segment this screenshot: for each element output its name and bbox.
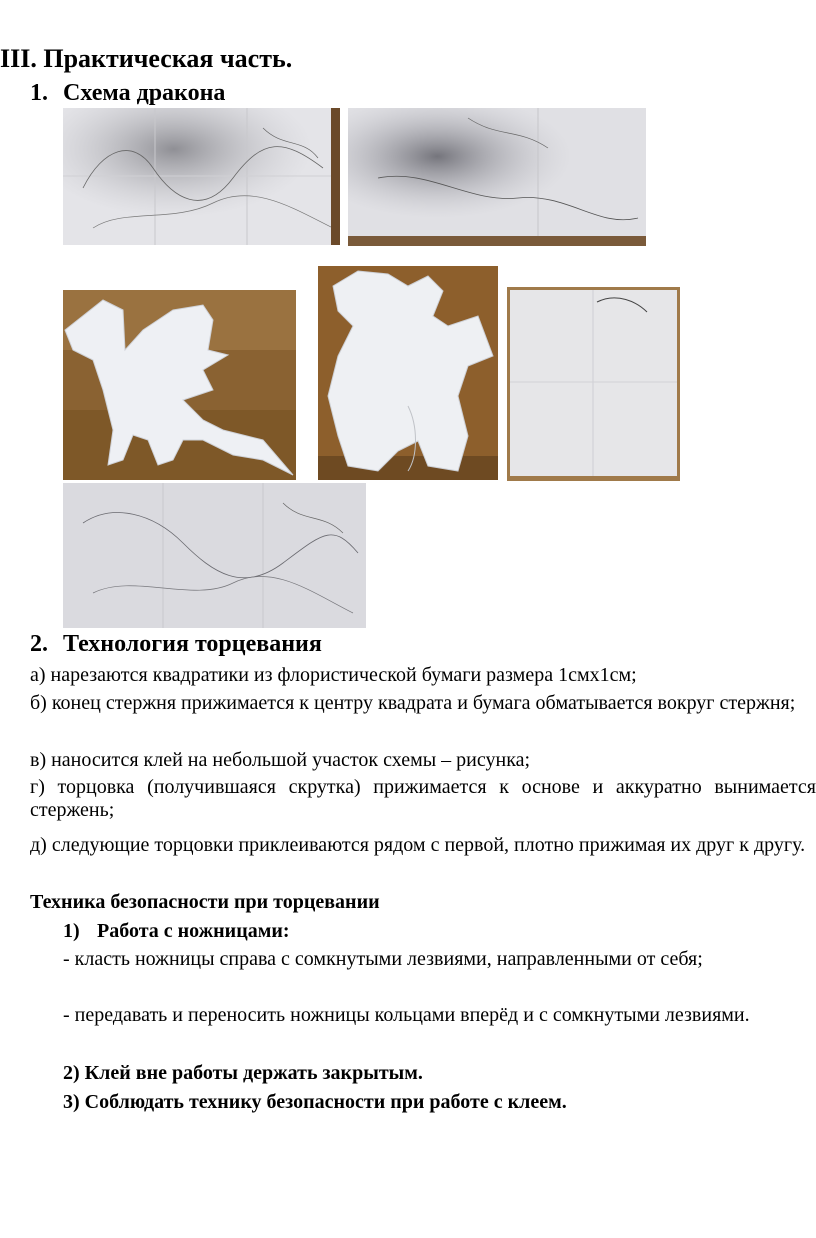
safety-rule-glue-closed: 2) Клей вне работы держать закрытым.: [63, 1062, 423, 1084]
step-v: в) наносится клей на небольшой участок схемы – рисунка;: [30, 749, 531, 771]
step-b: б) конец стержня прижимается к центру квадрата и бумага обматывается вокруг стержня;: [30, 692, 796, 714]
safety-title: Техника безопасности при торцевании: [30, 891, 380, 913]
step-a: а) нарезаются квадратики из флористической бумаги размера 1смх1см;: [30, 664, 637, 686]
scheme-photo-3: [63, 483, 366, 628]
item1-number: 1.: [30, 80, 48, 106]
step-d: д) следующие торцовки приклеиваются рядом с первой, плотно прижимая их друг к другу.: [30, 834, 806, 856]
folded-sheet-photo: [507, 287, 680, 481]
item2-number: 2.: [30, 631, 48, 657]
scheme-photo-1: [63, 108, 340, 245]
safety-sub1-title: Работа с ножницами:: [97, 920, 290, 942]
dragon-cutout-photo-2: [318, 266, 498, 480]
scheme-photo-2: [348, 108, 646, 246]
dragon-cutout-photo-1: [63, 290, 296, 480]
section-title: III. Практическая часть.: [0, 44, 293, 73]
safety-rule-glue-safety: 3) Соблюдать технику безопасности при работе с клеем.: [63, 1091, 567, 1113]
safety-sub1-number: 1): [63, 920, 80, 942]
safety-rule-scissors-2: - передавать и переносить ножницы кольцами вперёд и с сомкнутыми лезвиями.: [63, 1004, 750, 1026]
safety-rule-scissors-1: - класть ножницы справа с сомкнутыми лезвиями, направленными от себя;: [63, 948, 703, 970]
step-g: г) торцовка (получившаяся скрутка) прижимается к основе и аккуратно вынимается стержень;: [30, 776, 816, 821]
item1-title: Схема дракона: [63, 80, 226, 106]
item2-title: Технология торцевания: [63, 631, 322, 657]
